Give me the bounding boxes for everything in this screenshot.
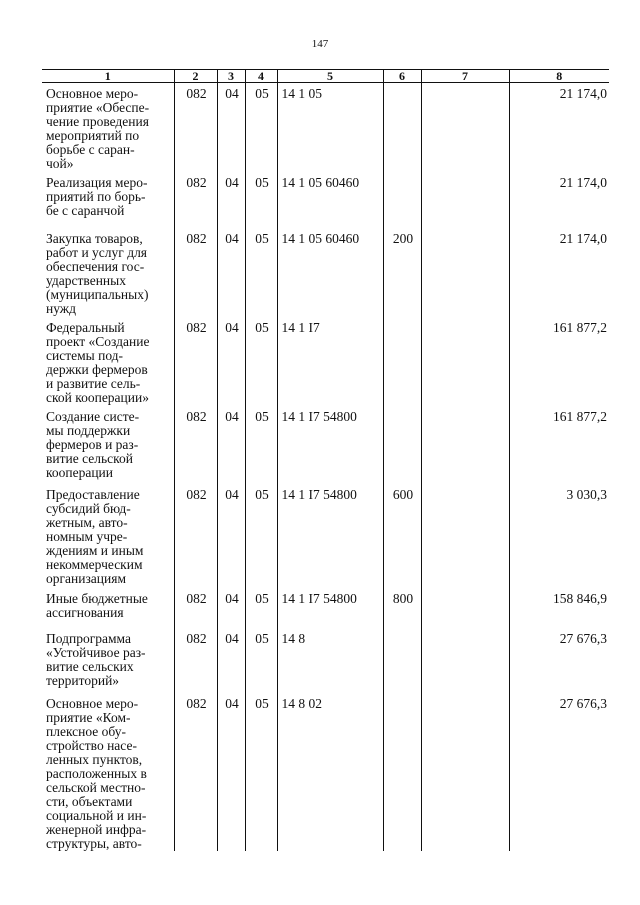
section-code-cell: 04 [217, 484, 245, 588]
item-name-cell [42, 172, 174, 228]
column-header: 8 [509, 70, 609, 83]
table-row [42, 172, 609, 228]
item-name-text: Реализация меро- приятий по борь- бе с саранчой [46, 174, 148, 218]
table-row [42, 406, 609, 484]
column-7-cell [421, 228, 509, 317]
item-name-text: Основное меро- приятие «Ком- плексное обу- стройство насе- ленных пунктов, расположенных в сельской местно- сти, объектами социальной и ин- женерной инфра- структуры, авто- [46, 695, 147, 851]
column-7-cell [421, 588, 509, 628]
ministry-code-cell: 082 [174, 172, 217, 228]
column-7-cell [421, 484, 509, 588]
column-7-cell [421, 406, 509, 484]
amount-cell: 27 676,3 [509, 693, 609, 851]
target-article-cell: 14 8 [277, 628, 383, 693]
table-row [42, 588, 609, 628]
table-row [42, 484, 609, 588]
column-7-cell [421, 317, 509, 406]
column-header: 5 [277, 70, 383, 83]
expense-type-cell: 200 [383, 228, 421, 317]
item-name-cell [42, 693, 174, 851]
table-row [42, 317, 609, 406]
ministry-code-cell: 082 [174, 406, 217, 484]
item-name-cell [42, 228, 174, 317]
target-article-cell: 14 1 05 [277, 83, 383, 172]
section-code-cell: 04 [217, 693, 245, 851]
subsection-code-cell: 05 [245, 588, 277, 628]
page-number: 147 [311, 38, 329, 50]
amount-cell: 21 174,0 [509, 83, 609, 172]
table-row [42, 693, 609, 851]
budget-table [42, 69, 609, 851]
amount-cell: 27 676,3 [509, 628, 609, 693]
amount-cell: 3 030,3 [509, 484, 609, 588]
subsection-code-cell: 05 [245, 484, 277, 588]
ministry-code-cell: 082 [174, 628, 217, 693]
table-row [42, 628, 609, 693]
expense-type-cell [383, 628, 421, 693]
amount-cell: 21 174,0 [509, 228, 609, 317]
expense-type-cell [383, 83, 421, 172]
target-article-cell: 14 1 05 60460 [277, 172, 383, 228]
column-header: 3 [217, 70, 245, 83]
table-row [42, 228, 609, 317]
item-name-cell [42, 628, 174, 693]
item-name-text: Создание систе- мы поддержки фермеров и раз- витие сельской кооперации [46, 408, 140, 480]
section-code-cell: 04 [217, 83, 245, 172]
target-article-cell: 14 1 I7 [277, 317, 383, 406]
ministry-code-cell: 082 [174, 83, 217, 172]
column-7-cell [421, 172, 509, 228]
expense-type-cell [383, 693, 421, 851]
amount-cell: 158 846,9 [509, 588, 609, 628]
section-code-cell: 04 [217, 588, 245, 628]
ministry-code-cell: 082 [174, 228, 217, 317]
section-code-cell: 04 [217, 228, 245, 317]
column-header: 1 [42, 70, 174, 83]
section-code-cell: 04 [217, 172, 245, 228]
amount-cell: 21 174,0 [509, 172, 609, 228]
amount-cell: 161 877,2 [509, 317, 609, 406]
item-name-cell [42, 484, 174, 588]
target-article-cell: 14 1 05 60460 [277, 228, 383, 317]
item-name-text: Иные бюджетные ассигнования [46, 590, 148, 620]
item-name-text: Подпрограмма «Устойчивое раз- витие сельских территорий» [46, 630, 146, 688]
subsection-code-cell: 05 [245, 172, 277, 228]
section-code-cell: 04 [217, 317, 245, 406]
item-name-text: Федеральный проект «Создание системы под- держки фермеров и развитие сель- ской кооперации» [46, 319, 150, 405]
table-header-row [42, 70, 609, 83]
item-name-cell [42, 317, 174, 406]
subsection-code-cell: 05 [245, 406, 277, 484]
item-name-text: Закупка товаров, работ и услуг для обеспечения гос- ударственных (муниципальных) нужд [46, 230, 149, 316]
item-name-text: Основное меро- приятие «Обеспе- чение проведения мероприятий по борьбе с саран- чой» [46, 86, 150, 171]
column-header: 4 [245, 70, 277, 83]
table-row [42, 83, 609, 172]
column-7-cell [421, 693, 509, 851]
section-code-cell: 04 [217, 406, 245, 484]
ministry-code-cell: 082 [174, 693, 217, 851]
subsection-code-cell: 05 [245, 83, 277, 172]
amount-cell: 161 877,2 [509, 406, 609, 484]
column-7-cell [421, 83, 509, 172]
target-article-cell: 14 1 I7 54800 [277, 484, 383, 588]
section-code-cell: 04 [217, 628, 245, 693]
item-name-cell [42, 83, 174, 172]
subsection-code-cell: 05 [245, 628, 277, 693]
ministry-code-cell: 082 [174, 484, 217, 588]
column-header: 7 [421, 70, 509, 83]
ministry-code-cell: 082 [174, 588, 217, 628]
column-header: 2 [174, 70, 217, 83]
expense-type-cell [383, 172, 421, 228]
target-article-cell: 14 1 I7 54800 [277, 588, 383, 628]
column-header: 6 [383, 70, 421, 83]
ministry-code-cell: 082 [174, 317, 217, 406]
expense-type-cell: 600 [383, 484, 421, 588]
column-7-cell [421, 628, 509, 693]
subsection-code-cell: 05 [245, 693, 277, 851]
item-name-cell [42, 588, 174, 628]
target-article-cell: 14 1 I7 54800 [277, 406, 383, 484]
item-name-cell [42, 406, 174, 484]
expense-type-cell [383, 406, 421, 484]
expense-type-cell [383, 317, 421, 406]
target-article-cell: 14 8 02 [277, 693, 383, 851]
subsection-code-cell: 05 [245, 228, 277, 317]
subsection-code-cell: 05 [245, 317, 277, 406]
item-name-text: Предоставление субсидий бюд- жетным, авто- номным учре- ждениям и иным некоммерческим организациям [46, 486, 144, 586]
expense-type-cell: 800 [383, 588, 421, 628]
